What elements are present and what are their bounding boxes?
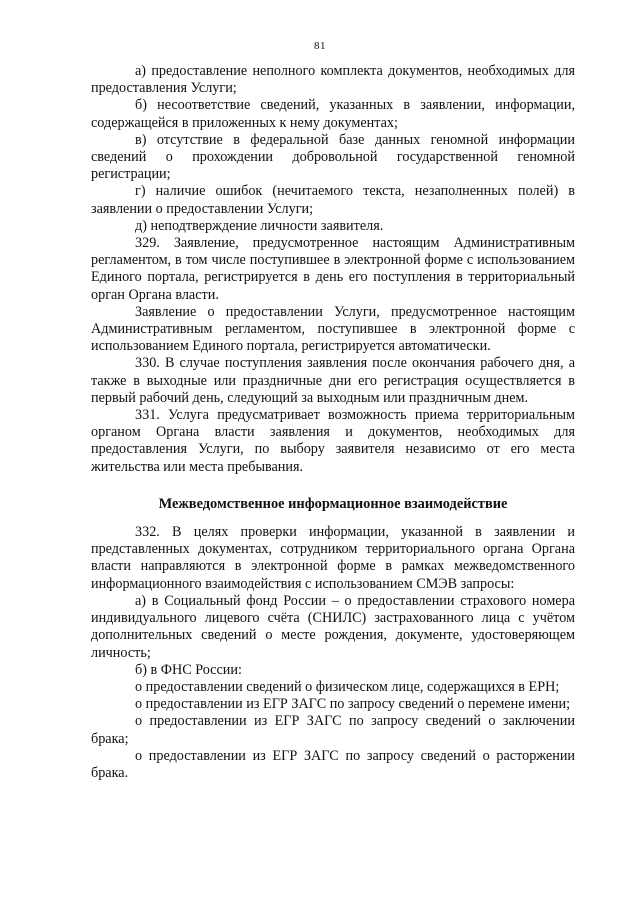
list-item-b: б) несоответствие сведений, указанных в заявлении, информации, содержащейся в приложенных к нему документах; (91, 97, 575, 131)
request-ern: о предоставлении сведений о физическом лице, содержащихся в ЕРН; (135, 678, 560, 695)
request-name-change: о предоставлении из ЕГР ЗАГС по запросу сведений о перемене имени; (135, 696, 571, 713)
clause-330: 330. В случае поступления заявления после окончания рабочего дня, а также в выходные или праздничные дни его регистрация осуществляется в первый рабочий день, следующий за выходным или праздничным днем. (91, 355, 575, 406)
list-item-d: д) неподтверждение личности заявителя. (135, 217, 384, 234)
request-divorce: о предоставлении из ЕГР ЗАГС по запросу сведений о расторжении брака. (91, 747, 575, 781)
page-number: 81 (314, 40, 326, 52)
clause-332: 332. В целях проверки информации, указанной в заявлении и представленных документах, сотрудником территориального органа Органа власти направляются в электронной форме в рамках межведомственного информационного взаимодействия с использованием СМЭВ запросы: (91, 524, 575, 592)
request-fns-header: б) в ФНС России: (135, 661, 242, 678)
request-marriage: о предоставлении из ЕГР ЗАГС по запросу сведений о заключении брака; (91, 713, 575, 747)
list-item-g: г) наличие ошибок (нечитаемого текста, незаполненных полей) в заявлении о предоставлении Услуги; (91, 183, 575, 217)
page-body (91, 63, 575, 782)
section-heading: Межведомственное информационное взаимодействие (158, 495, 508, 512)
clause-331: 331. Услуга предусматривает возможность приема территориальным органом Органа власти заявления и документов, необходимых для предоставления Услуги, по выбору заявителя независимо от его места жительства или места пребывания. (91, 407, 575, 475)
list-item-a: а) предоставление неполного комплекта документов, необходимых для предоставления Услуги; (91, 63, 575, 97)
clause-329-auto-registration: Заявление о предоставлении Услуги, предусмотренное настоящим Административным регламентом, поступившее в электронной форме с использованием Единого портала, регистрируется автоматически. (91, 303, 575, 355)
clause-329: 329. Заявление, предусмотренное настоящим Административным регламентом, в том числе поступившее в электронной форме с использованием Единого портала, регистрируется в день его поступления в территориальный орган Органа власти. (91, 235, 575, 303)
request-social-fund: а) в Социальный фонд России – о предоставлении страхового номера индивидуального лицевого счёта (СНИЛС) застрахованного лица с учётом дополнительных сведений о месте рождения, документе, удостоверяющем личность; (91, 592, 575, 661)
list-item-v: в) отсутствие в федеральной базе данных геномной информации сведений о прохождении добровольной государственной геномной регистрации; (91, 131, 575, 183)
